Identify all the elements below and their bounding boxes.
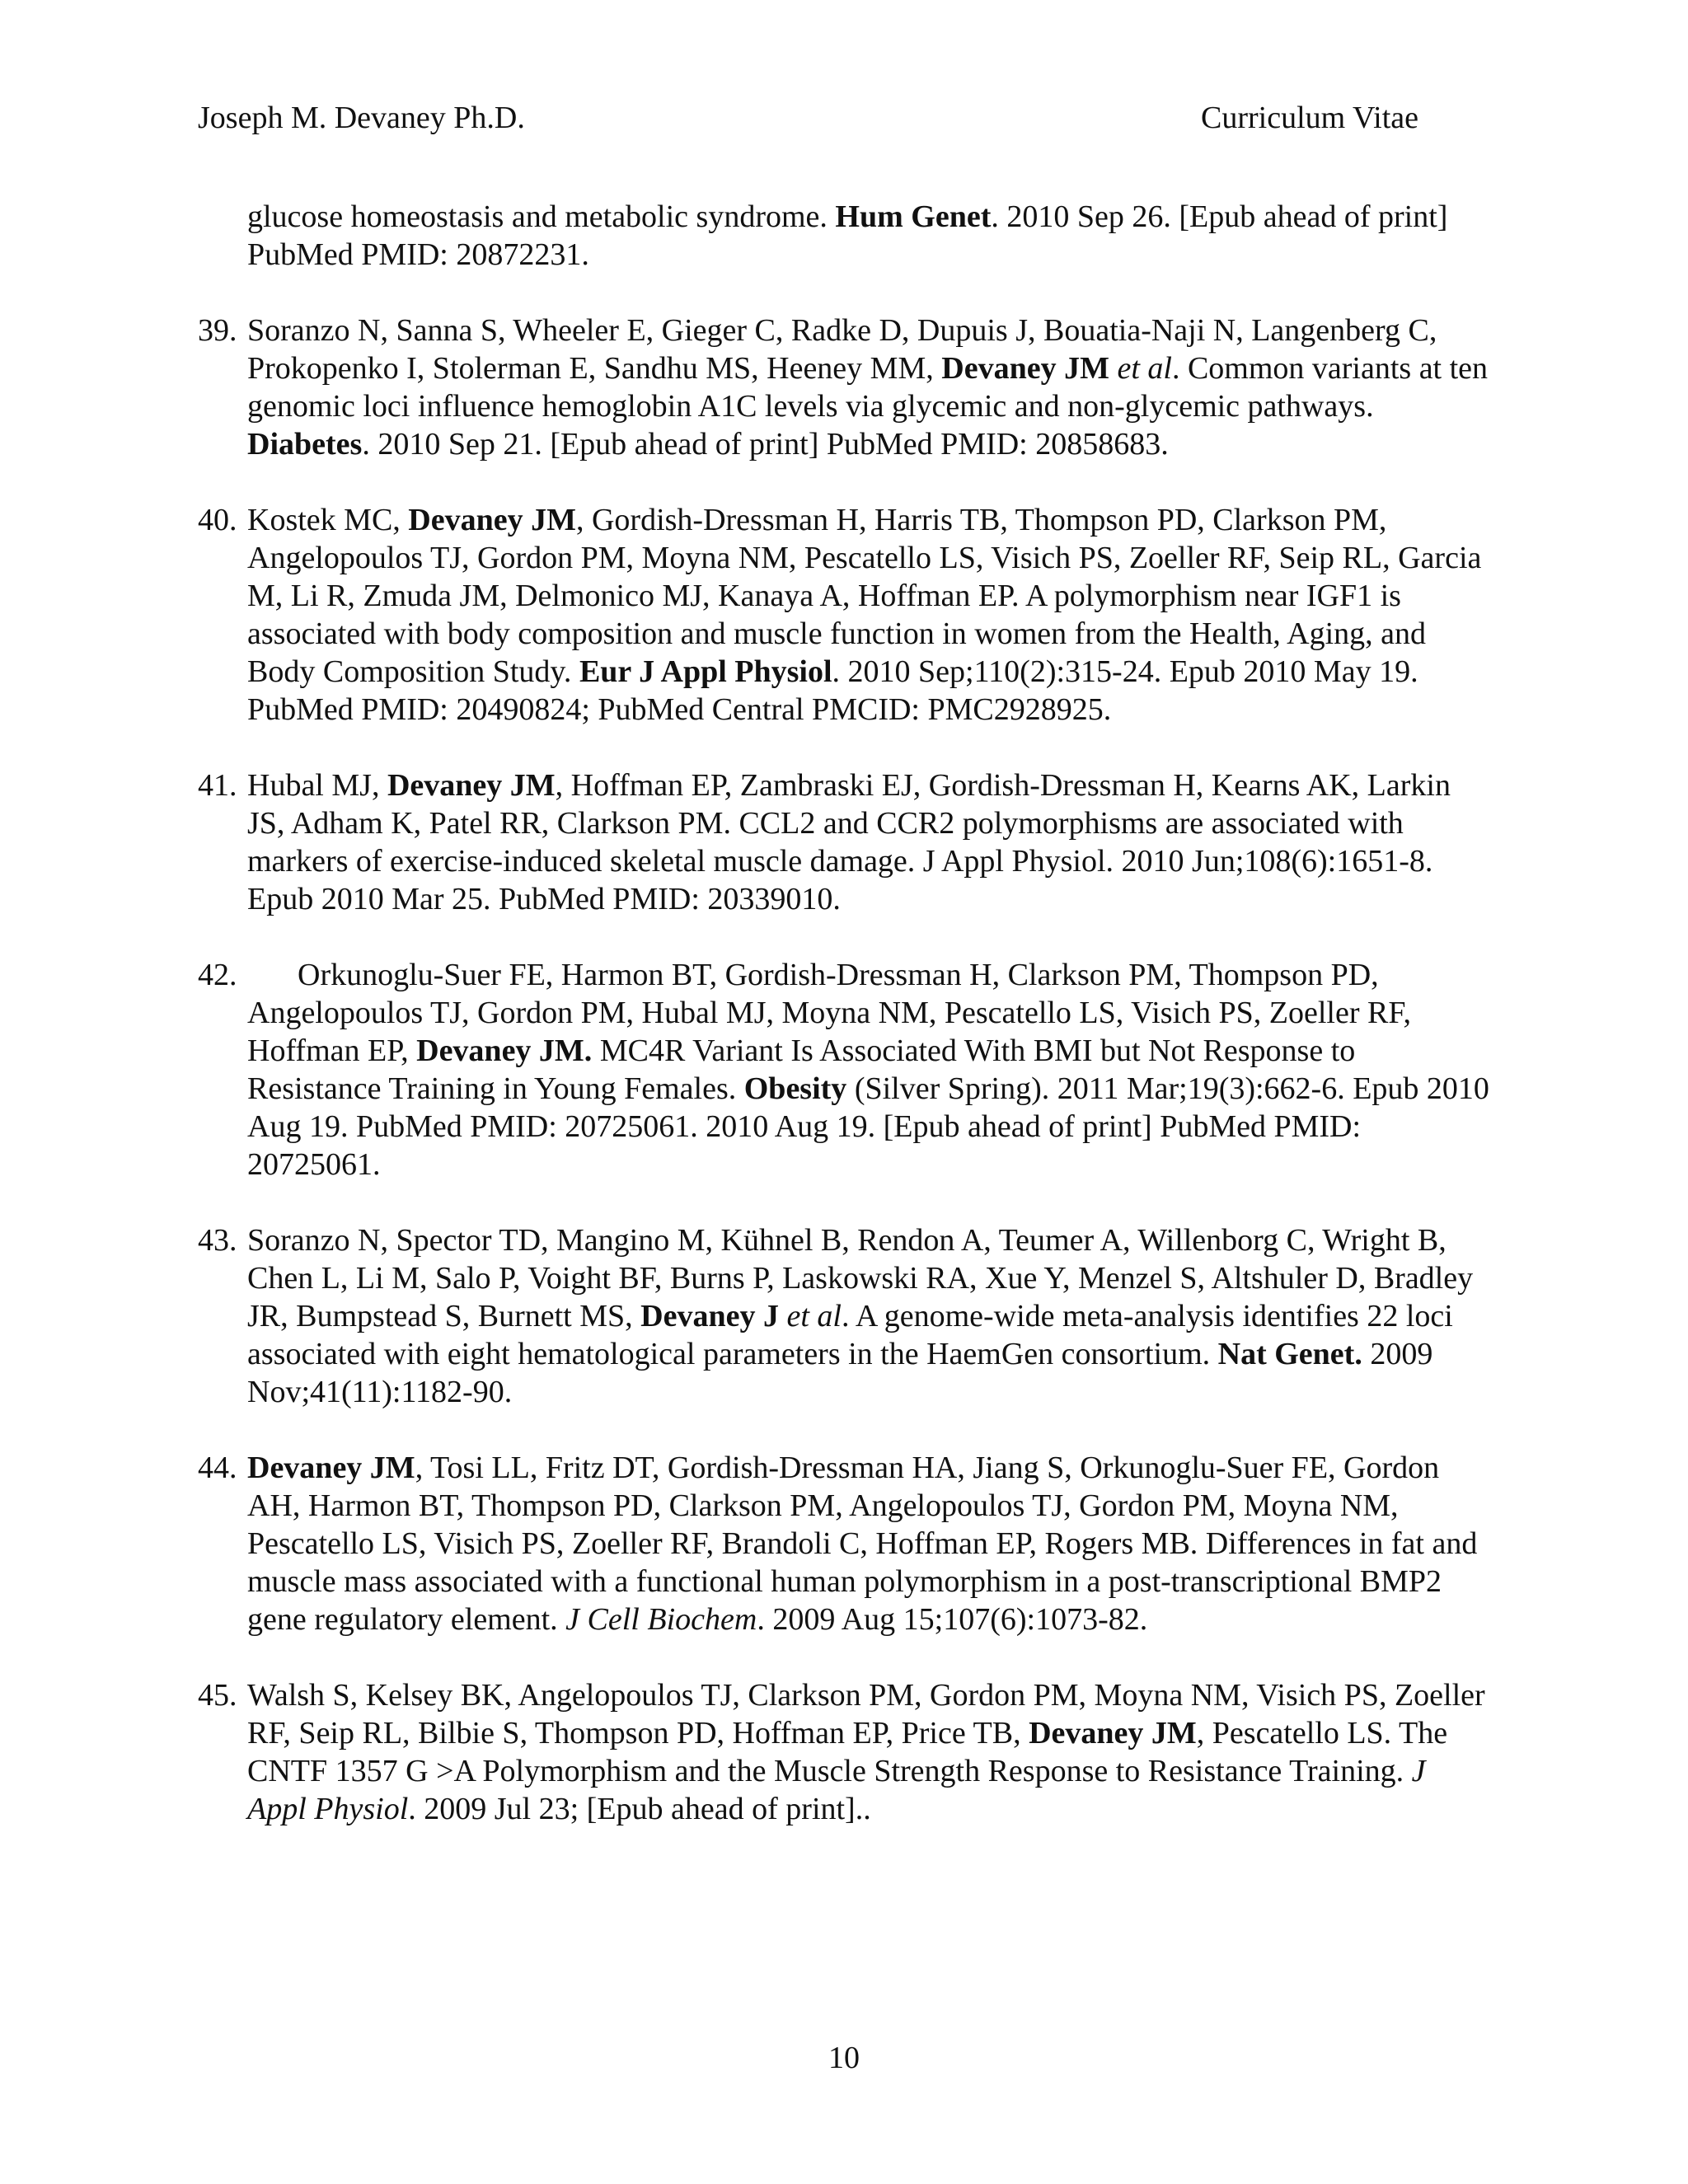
reference-number: 39.: [198, 313, 237, 348]
article-title: . Common variants at ten genomic loci influence hemoglobin A1C levels via glycemic and non-glycemic pathways.: [247, 351, 1489, 424]
reference-text: [247, 1449, 1492, 1638]
journal-name: J Appl Physiol: [247, 1754, 1426, 1826]
reference-text: [247, 1221, 1492, 1411]
author-list: Hubal MJ,: [247, 768, 387, 803]
reference-text: [247, 501, 1492, 729]
author-list: Soranzo N, Spector TD, Mangino M, Kühnel B, Rendon A, Teumer A, Willenborg C, Wright B, Chen L, Li M, Salo P, Voight BF, Burns P, Laskowski RA, Xue Y, Menzel S, Altshuler D, Bradley JR, Bumpstead S, Burnett MS,: [247, 1223, 1474, 1333]
reference-number: 44.: [198, 1451, 237, 1485]
citation-details: . 2010 Sep 26. [Epub ahead of print] PubMed PMID: 20872231.: [247, 199, 1448, 272]
highlighted-author: Devaney JM.: [416, 1033, 593, 1068]
continued-text: glucose homeostasis and metabolic syndrome.: [247, 199, 836, 234]
publication-list: [198, 198, 1492, 1866]
journal-name: Nat Genet.: [1217, 1337, 1362, 1371]
citation-details: . 2009 Aug 15;107(6):1073-82.: [757, 1602, 1148, 1637]
header-doc-type: Curriculum Vitae: [1200, 101, 1418, 135]
reference-item: [198, 312, 1492, 463]
highlighted-author: Devaney J: [640, 1299, 779, 1333]
author-list: Soranzo N, Sanna S, Wheeler E, Gieger C, Radke D, Dupuis J, Bouatia-Naji N, Langenberg C, Prokopenko I, Stolerman E, Sandhu MS, Heeney MM,: [247, 313, 1437, 386]
journal-name: Diabetes: [247, 427, 363, 462]
article-title: , Pescatello LS. The CNTF 1357 G >A Polymorphism and the Muscle Strength Response to Resistance Training.: [247, 1716, 1448, 1788]
reference-number: 40.: [198, 503, 237, 537]
citation-details: 2009 Nov;41(11):1182-90.: [247, 1337, 1433, 1409]
reference-number: 45.: [198, 1678, 237, 1713]
reference-text: [247, 766, 1492, 918]
citation-details: , Hoffman EP, Zambraski EJ, Gordish-Dressman H, Kearns AK, Larkin JS, Adham K, Patel RR, Clarkson PM. CCL2 and CCR2 polymorphisms are associated with markers of exercise-induced skeletal muscle damage. J Appl Physiol. 2010 Jun;108(6):1651-8. Epub 2010 Mar 25. PubMed PMID: 20339010.: [247, 768, 1451, 916]
et-al: et al: [786, 1299, 842, 1333]
journal-name: Obesity: [743, 1071, 847, 1106]
citation-details: . 2010 Sep;110(2):315-24. Epub 2010 May 19. PubMed PMID: 20490824; PubMed Central PMCID: PMC2928925.: [247, 654, 1418, 727]
reference-item: [198, 501, 1492, 729]
reference-item: [198, 1676, 1492, 1828]
article-title: , Tosi LL, Fritz DT, Gordish-Dressman HA, Jiang S, Orkunoglu-Suer FE, Gordon AH, Harmon BT, Thompson PD, Clarkson PM, Angelopoulos TJ, Gordon PM, Moyna NM, Pescatello LS, Visich PS, Zoeller RF, Brandoli C, Hoffman EP, Rogers MB. Differences in fat and muscle mass associated with a functional human polymorphism in a post-transcriptional BMP2 gene regulatory element.: [247, 1451, 1478, 1637]
article-title: . A genome-wide meta-analysis identifies 22 loci associated with eight hematological parameters in the HaemGen consortium.: [247, 1299, 1453, 1371]
reference-item: [198, 1221, 1492, 1411]
highlighted-author: Devaney JM: [941, 351, 1109, 386]
highlighted-author: Devaney JM: [1029, 1716, 1197, 1750]
citation-details: (Silver Spring). 2011 Mar;19(3):662-6. Epub 2010 Aug 19. PubMed PMID: 20725061. 2010 Aug 19. [Epub ahead of print] PubMed PMID: 20725061.: [247, 1071, 1489, 1182]
author-list: Kostek MC,: [247, 503, 409, 537]
citation-details: . 2009 Jul 23; [Epub ahead of print]..: [408, 1792, 871, 1826]
continued-reference: [198, 198, 1492, 274]
reference-item: [198, 766, 1492, 918]
reference-number: 42.: [198, 958, 237, 992]
et-al: et al: [1117, 351, 1172, 386]
journal-name: J Cell Biochem: [565, 1602, 757, 1637]
highlighted-author: Devaney JM: [247, 1451, 415, 1485]
page-number: 10: [828, 2041, 860, 2075]
reference-item: [198, 956, 1492, 1183]
author-list: Walsh S, Kelsey BK, Angelopoulos TJ, Clarkson PM, Gordon PM, Moyna NM, Visich PS, Zoeller RF, Seip RL, Bilbie S, Thompson PD, Hoffman EP, Price TB,: [247, 1678, 1485, 1750]
highlighted-author: Devaney JM: [387, 768, 556, 803]
reference-number: 43.: [198, 1223, 237, 1258]
journal-name: Hum Genet: [835, 199, 992, 234]
header-author: Joseph M. Devaney Ph.D.: [198, 101, 525, 135]
article-title: , Gordish-Dressman H, Harris TB, Thompson PD, Clarkson PM, Angelopoulos TJ, Gordon PM, Moyna NM, Pescatello LS, Visich PS, Zoeller RF, Seip RL, Garcia M, Li R, Zmuda JM, Delmonico MJ, Kanaya A, Hoffman EP. A polymorphism near IGF1 is associated with body composition and muscle function in women from the Health, Aging, and Body Composition Study.: [247, 503, 1482, 689]
article-title: MC4R Variant Is Associated With BMI but Not Response to Resistance Training in Young Females.: [247, 1033, 1356, 1106]
highlighted-author: Devaney JM: [408, 503, 576, 537]
reference-item: [198, 1449, 1492, 1638]
reference-number: 41.: [198, 768, 237, 803]
reference-text: [247, 1676, 1492, 1828]
journal-name: Eur J Appl Physiol: [579, 654, 832, 689]
reference-text: [247, 956, 1492, 1183]
citation-details: . 2010 Sep 21. [Epub ahead of print] PubMed PMID: 20858683.: [362, 427, 1169, 462]
author-list: Orkunoglu-Suer FE, Harmon BT, Gordish-Dressman H, Clarkson PM, Thompson PD, Angelopoulos TJ, Gordon PM, Hubal MJ, Moyna NM, Pescatello LS, Visich PS, Zoeller RF, Hoffman EP,: [247, 958, 1411, 1068]
reference-text: [247, 312, 1492, 463]
